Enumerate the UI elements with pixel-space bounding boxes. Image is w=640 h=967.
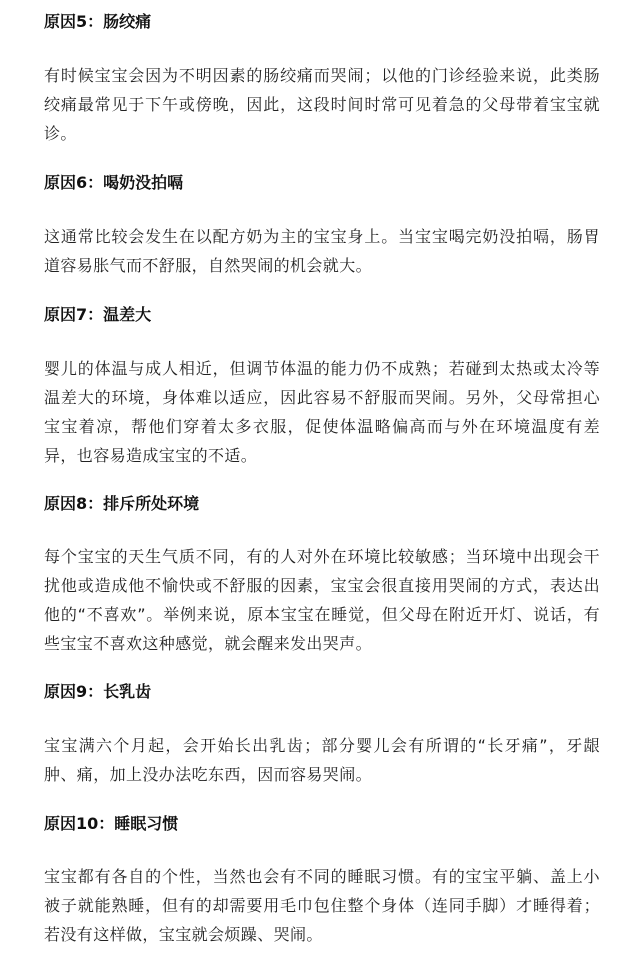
section-body-5: 有时候宝宝会因为不明因素的肠绞痛而哭闹；以他的门诊经验来说，此类肠绞痛最常见于下午或傍晚，因此，这段时间时常可见着急的父母带着宝宝就诊。 (44, 66, 600, 143)
section-body-7: 婴儿的体温与成人相近，但调节体温的能力仍不成熟；若碰到太热或太冷等温差大的环境，身体难以适应，因此容易不舒服而哭闹。另外，父母常担心宝宝着凉，帮他们穿着太多衣服，促使体温略偏高而与外在环境温度有差异，也容易造成宝宝的不适。 (44, 359, 600, 465)
section-body-9: 宝宝满六个月起，会开始长出乳齿；部分婴儿会有所谓的“长牙痛”，牙龈肿、痛，加上没办法吃东西，因而容易哭闹。 (44, 736, 600, 784)
section-body-6: 这通常比较会发生在以配方奶为主的宝宝身上。当宝宝喝完奶没拍嗝，肠胃道容易胀气而不舒服，自然哭闹的机会就大。 (44, 227, 600, 275)
section-heading-6: 原因6：喝奶没拍嗝 (44, 173, 184, 192)
section-heading-9: 原因9：长乳齿 (44, 682, 152, 701)
section-heading-8: 原因8：排斥所处环境 (44, 494, 200, 513)
section-body-8: 每个宝宝的天生气质不同，有的人对外在环境比较敏感；当环境中出现会干扰他或造成他不愉快或不舒服的因素，宝宝会很直接用哭闹的方式，表达出他的“不喜欢”。举例来说，原本宝宝在睡觉，但父母在附近开灯、说话，有些宝宝不喜欢这种感觉，就会醒来发出哭声。 (44, 547, 600, 653)
section-heading-5: 原因5：肠绞痛 (44, 12, 152, 31)
section-heading-7: 原因7：温差大 (44, 305, 152, 324)
section-heading-10: 原因10：睡眠习惯 (44, 814, 179, 833)
section-body-10: 宝宝都有各自的个性，当然也会有不同的睡眠习惯。有的宝宝平躺、盖上小被子就能熟睡，但有的却需要用毛巾包住整个身体（连同手脚）才睡得着；若没有这样做，宝宝就会烦躁、哭闹。 (44, 867, 600, 944)
